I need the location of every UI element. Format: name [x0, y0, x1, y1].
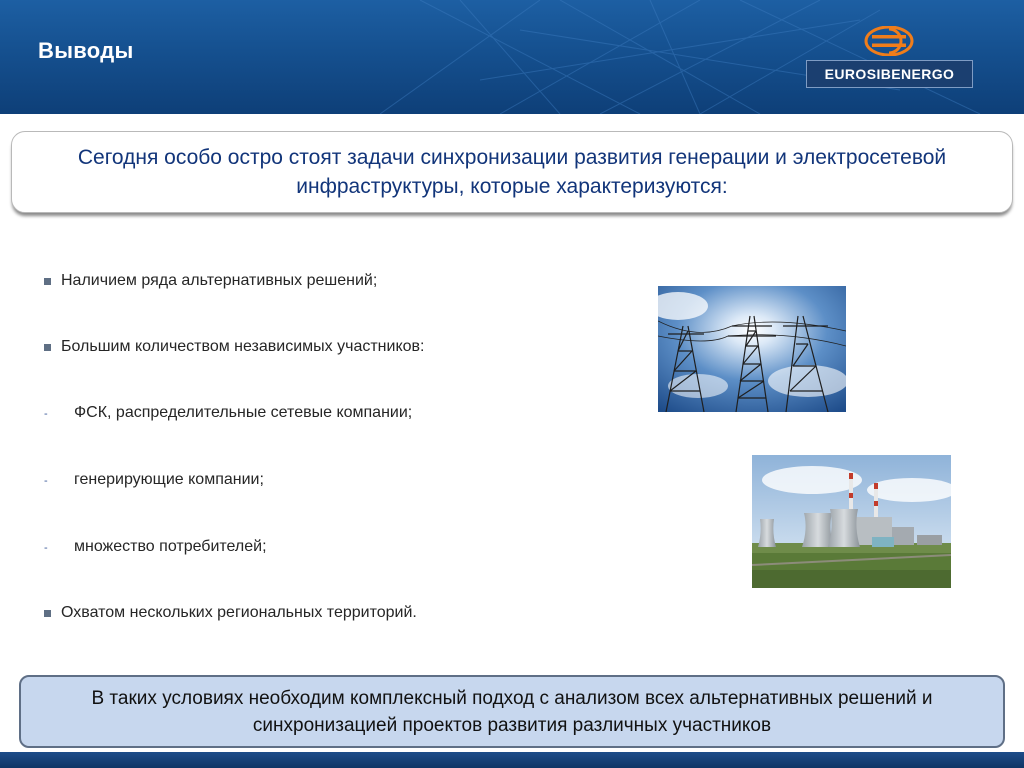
list-item: генерирующие компании;	[74, 471, 264, 488]
dash-bullet-icon: -	[44, 408, 48, 420]
dash-bullet-icon: -	[44, 475, 48, 487]
square-bullet-icon	[44, 610, 51, 617]
list-item: Большим количеством независимых участников:	[61, 338, 425, 355]
logo-text: EUROSIBENERGO	[806, 60, 973, 88]
square-bullet-icon	[44, 344, 51, 351]
dash-bullet-icon: -	[44, 542, 48, 554]
list-item: Охватом нескольких региональных территорий.	[61, 604, 417, 621]
conclusion-text: В таких условиях необходим комплексный подход с анализом всех альтернативных решений и синхронизацией проектов развития различных участников	[91, 687, 933, 736]
slide-header	[0, 0, 1024, 114]
power-plant-cooling-towers-photo	[752, 455, 951, 588]
intro-callout	[11, 131, 1013, 213]
square-bullet-icon	[44, 278, 51, 285]
list-item: множество потребителей;	[74, 538, 267, 555]
page-title: Выводы	[38, 38, 134, 63]
company-logo	[806, 26, 973, 89]
list-item: Наличием ряда альтернативных решений;	[61, 272, 378, 289]
slide-footer-band	[0, 752, 1024, 768]
eurosibenergo-emblem-icon	[864, 26, 914, 56]
intro-text: Сегодня особо остро стоят задачи синхронизации развития генерации и электросетевой инфраструктуры, которые характеризуются:	[77, 146, 947, 198]
power-transmission-towers-photo	[658, 286, 846, 412]
list-item: ФСК, распределительные сетевые компании;	[74, 404, 413, 421]
conclusion-callout	[19, 675, 1005, 748]
